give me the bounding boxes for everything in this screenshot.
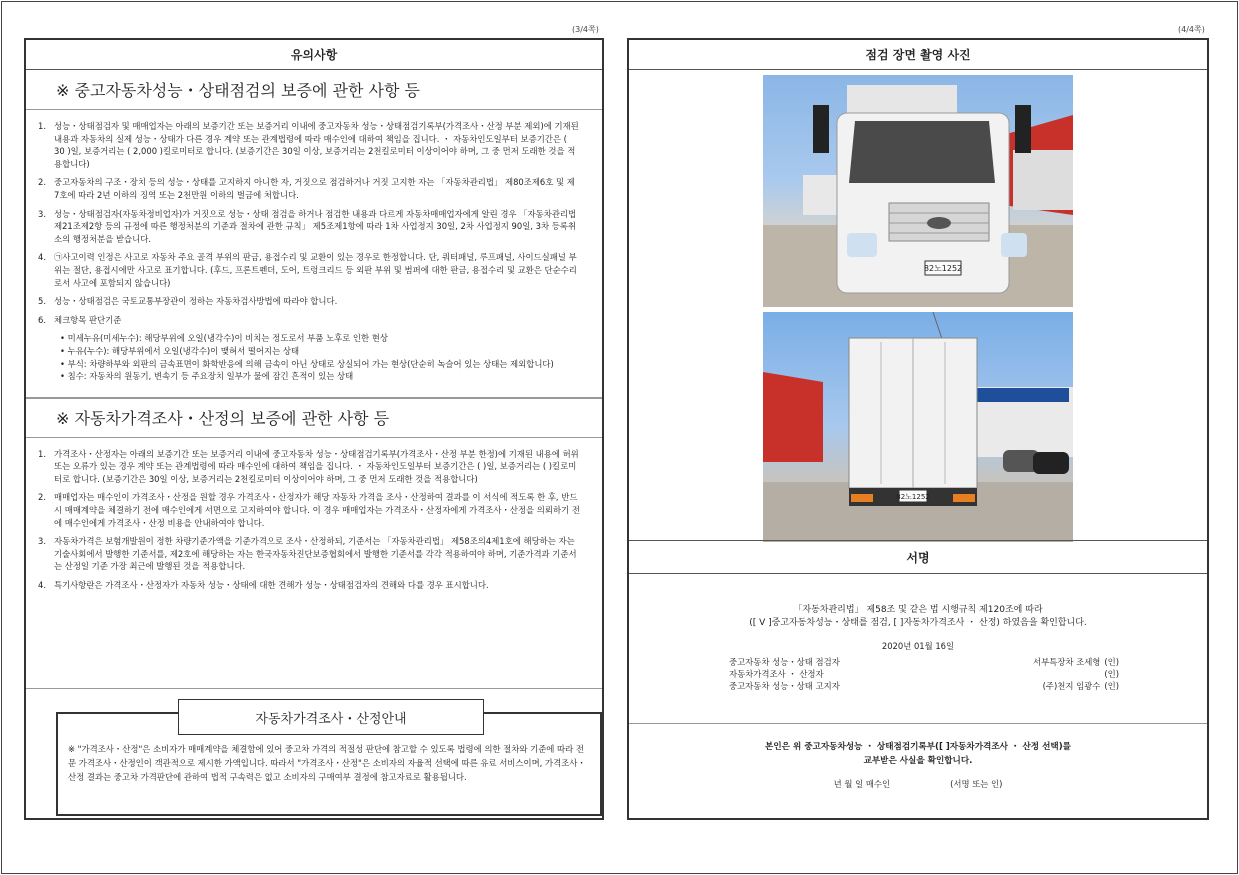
truck-front-illustration bbox=[763, 75, 1073, 307]
item-text: 성능・상태점검자(자동차정비업자)가 거짓으로 성능・상태 점검을 하거나 점검한 내용과 다르게 자동차매매업자에게 알린 경우 「자동차관리법 제21조제2항 등의 규정에 따른 행정처분의 기준과 절차에 관한 규칙」 제5조제1항에 따라 1차 사업정지 30일, 2차 사업정지 90일, 3차 등록취소의 행정처분을 받습니다. bbox=[54, 208, 577, 244]
item-number: 1. bbox=[38, 448, 46, 459]
panel-header-signature: 서명 bbox=[629, 540, 1207, 574]
item-text: 성능・상태점검은 국토교통부장관이 정하는 자동차검사방법에 따라야 합니다. bbox=[54, 296, 338, 307]
front-license-plate: 82노1252 bbox=[923, 264, 963, 273]
item-text: 가격조사・산정자는 아래의 보증기간 또는 보증거리 이내에 중고자동차 성능・상태점검기록부(가격조사・산정 부분 한정)에 기재된 내용에 허위 또는 오류가 있는 경우 계약 또는 관계법령에 따라 매수인에 대하여 책임을 집니다. ・ 자동차인도일부터 보증기간은 ( )일, 보증거리는 ( )킬로미터로 합니다. (보증기간은 30일 이상, 보증거리는 2천킬로미터 이상이어야 하며, 그 중 먼저 도래한 것을 적용합니다) bbox=[54, 448, 579, 484]
performance-warranty-list bbox=[26, 110, 602, 336]
page-number-right: (4/4쪽) bbox=[1178, 25, 1205, 34]
item-number: 5. bbox=[38, 296, 46, 307]
signer-row bbox=[729, 656, 1119, 668]
list-item bbox=[38, 535, 580, 573]
signer-row bbox=[729, 680, 1119, 692]
criteria-item: • 부식: 차량하부와 외판의 금속표면이 화학반응에 의해 금속이 아닌 상태로 상실되어 가는 현상(단순히 녹슬어 있는 상태는 제외합니다) bbox=[60, 358, 576, 371]
item-number: 6. bbox=[38, 314, 46, 325]
receipt-date-buyer: 년 월 일 매수인 bbox=[833, 779, 891, 789]
list-item bbox=[38, 208, 580, 246]
inspection-confirmation-block bbox=[629, 574, 1207, 724]
item-number: 3. bbox=[38, 536, 46, 547]
item-text: 특기사항란은 가격조사・산정자가 자동차 성능・상태에 대한 견해가 성능・상태점검자의 견해와 다를 경우 표시합니다. bbox=[54, 580, 489, 591]
price-warranty-list bbox=[26, 438, 602, 602]
check-criteria-list bbox=[56, 332, 576, 382]
truck-rear-photo bbox=[763, 312, 1073, 542]
item-number: 2. bbox=[38, 177, 46, 188]
signer-role: 중고자동차 성능・상태 고지자 bbox=[729, 681, 840, 691]
list-item bbox=[38, 491, 580, 529]
price-guide-box bbox=[56, 712, 602, 816]
receipt-line-1: 본인은 위 중고자동차성능 ・ 상태점검기록부([ ]자동차가격조사 ・ 산정 선택)를 bbox=[765, 742, 1071, 752]
section-title-price-warranty: ※ 자동차가격조사・산정의 보증에 관한 사항 등 bbox=[26, 398, 602, 438]
law-reference-line: 「자동차관리법」 제58조 및 같은 법 시행규칙 제120조에 따라 bbox=[793, 605, 1043, 615]
item-number: 3. bbox=[38, 208, 46, 219]
item-number: 2. bbox=[38, 492, 46, 503]
criteria-item: • 침수: 자동차의 원동기, 변속기 등 주요장치 일부가 물에 잠긴 흔적이 있는 상태 bbox=[60, 370, 576, 383]
truck-rear-illustration bbox=[763, 312, 1073, 542]
receipt-confirmation-block bbox=[629, 740, 1207, 790]
confirmation-date: 2020년 01월 16일 bbox=[881, 641, 955, 651]
signer-role: 중고자동차 성능・상태 점검자 bbox=[729, 657, 840, 667]
receipt-signature-field[interactable]: (서명 또는 인) bbox=[950, 779, 1003, 789]
item-text: 자동차가격은 보험개발원이 정한 차량기준가액을 기준가격으로 조사・산정하되, 기준서는 「자동차관리법」 제58조의4제1호에 해당하는 자는 기술사회에서 발행한 기준서를, 제2호에 해당하는 자는 한국자동차진단보증협회에서 발행한 기준서를 각각 적용하여야 하며, 기준가격과 기준서는 산정일 기준 가장 최근에 발행된 것을 적용합니다. bbox=[54, 536, 577, 572]
page-number-left: (3/4쪽) bbox=[572, 25, 599, 34]
item-text: ㉠사고이력 인정은 사고로 자동차 주요 골격 부위의 판금, 용접수리 및 교환이 있는 경우로 한정합니다. 단, 쿼터패널, 루프패널, 사이드실패널 부위는 절단, 용접시에만 사고로 표기합니다. (후드, 프론트펜더, 도어, 트렁크리드 등 외판 부위 및 범퍼에 대한 판금, 용접수리 및 교환은 단순수리로서 사고에 포함되지 않습니다) bbox=[54, 252, 577, 288]
signer-name: (주)천지 임광수 bbox=[1042, 681, 1101, 691]
price-guide-text: ※ "가격조사・산정"은 소비자가 매매계약을 체결함에 있어 중고차 가격의 적절성 판단에 참고할 수 있도록 법령에 의한 절차와 기준에 따라 전문 가격조사・산정인이 객관적으로 제시한 가액입니다. 따라서 "가격조사・산정"은 소비자의 자율적 선택에 따른 유료 서비스이며, 가격조사・산정 결과는 중고차 가격판단에 관하여 법적 구속력은 없고 소비자의 구매여부 결정에 참고자료로 활용됩니다. bbox=[68, 744, 586, 782]
signer-seal[interactable]: (인) bbox=[1104, 681, 1119, 691]
criteria-item: • 누유(누수): 해당부위에서 오일(냉각수)이 맺혀서 떨어지는 상태 bbox=[60, 345, 576, 358]
list-item bbox=[38, 295, 580, 308]
signer-role: 자동차가격조사 ・ 산정자 bbox=[729, 669, 824, 679]
section-title-performance-warranty: ※ 중고자동차성능・상태점검의 보증에 관한 사항 등 bbox=[26, 70, 602, 110]
signer-seal[interactable]: (인) bbox=[1104, 657, 1119, 667]
rear-license-plate: 82노1252 bbox=[896, 493, 930, 501]
photo-signature-panel bbox=[627, 38, 1209, 820]
signer-row bbox=[729, 668, 1119, 680]
signer-name: 서부특장차 조세형 bbox=[1032, 657, 1101, 667]
item-text: 체크항목 판단기준 bbox=[54, 314, 122, 325]
inspection-confirm-line: ([ V ]중고자동차성능・상태를 점검, [ ]자동차가격조사 ・ 산정) 하였음을 확인합니다. bbox=[749, 618, 1087, 628]
list-item bbox=[38, 314, 580, 327]
item-number: 1. bbox=[38, 121, 46, 131]
notice-panel bbox=[24, 38, 604, 820]
price-guide-title: 자동차가격조사・산정안내 bbox=[178, 699, 484, 735]
truck-front-photo bbox=[763, 75, 1073, 307]
signer-seal[interactable]: (인) bbox=[1104, 669, 1119, 679]
panel-header-photos: 점검 장면 촬영 사진 bbox=[629, 40, 1207, 70]
item-number: 4. bbox=[38, 580, 46, 591]
list-item bbox=[38, 251, 580, 289]
receipt-line-2: 교부받은 사실을 확인합니다. bbox=[863, 756, 973, 766]
list-item bbox=[38, 176, 580, 201]
item-text: 성능・상태점검자 및 매매업자는 아래의 보증기간 또는 보증거리 이내에 중고자동차 성능・상태점검기록부(가격조사・산정 부분 제외)에 기재된 내용과 자동차의 실제 성능・상태가 다른 경우 계약 또는 관계법령에 따라 매수인에 대하여 책임을 집니다. ・ 자동차인도일부터 보증기간은 ( 30 )일, 보증거리는 ( 2,000 )킬로미터로 합니다. (보증기간은 30일 이상, 보증거리는 2천킬로미터 이상이어야 하며, 그 중 먼저 도래한 것을 적용합니다) bbox=[54, 121, 579, 169]
list-item bbox=[38, 448, 580, 486]
signer-list bbox=[629, 656, 1207, 692]
panel-header-notices: 유의사항 bbox=[26, 40, 602, 70]
item-text: 매매업자는 매수인이 가격조사・산정을 원할 경우 가격조사・산정자가 해당 자동차 가격을 조사・산정하여 결과를 이 서식에 적도록 한 후, 반드시 매매계약을 체결하기 전에 매수인에게 서면으로 고지하여야 합니다. 이 경우 매매업자는 가격조사・산정자에게 가격조사・산정을 의뢰하기 전에 매수인에게 가격조사・산정 비용을 안내하여야 합니다. bbox=[54, 492, 580, 528]
criteria-item: • 미세누유(미세누수): 해당부위에 오일(냉각수)이 비치는 정도로서 부품 노후로 인한 현상 bbox=[60, 332, 576, 345]
list-item bbox=[38, 120, 580, 170]
item-text: 중고자동차의 구조・장치 등의 성능・상태를 고지하지 아니한 자, 거짓으로 점검하거나 거짓 고지한 자는 「자동차관리법」 제80조제6호 및 제7호에 따라 2년 이하의 징역 또는 2천만원 이하의 벌금에 처합니다. bbox=[54, 177, 575, 200]
list-item bbox=[38, 579, 580, 592]
item-number: 4. bbox=[38, 252, 46, 263]
